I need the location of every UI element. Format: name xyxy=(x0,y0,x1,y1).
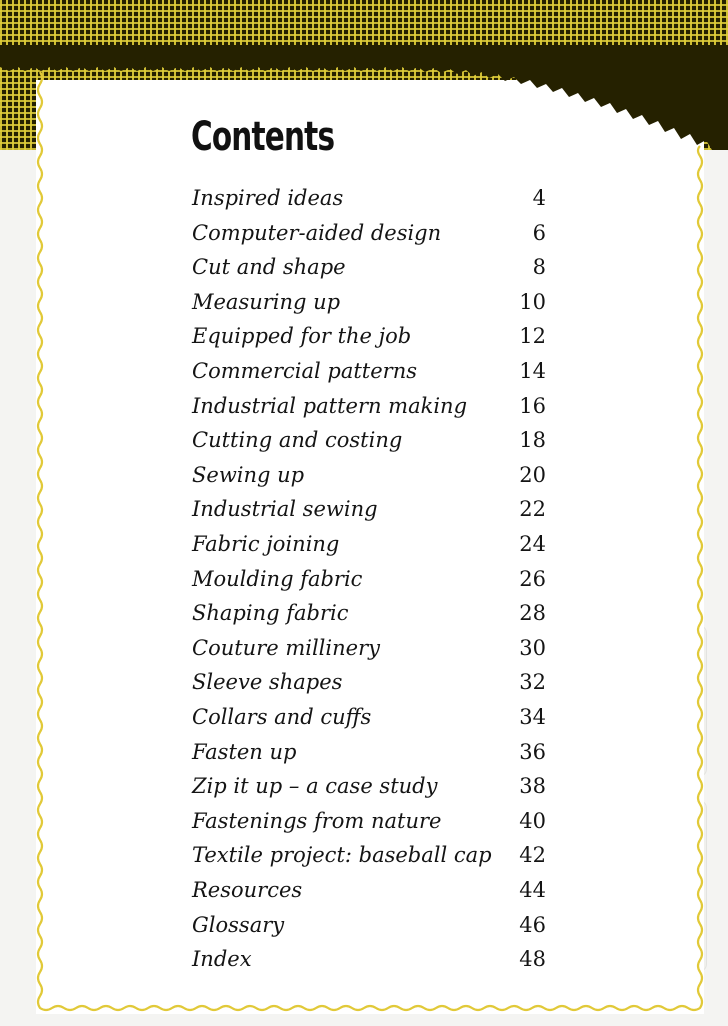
toc-entry-page-number: 38 xyxy=(519,774,546,799)
toc-entry-page-number: 12 xyxy=(519,324,546,349)
toc-entry xyxy=(0,636,728,670)
toc-entry xyxy=(0,601,728,635)
toc-entry xyxy=(0,324,728,358)
toc-entry-title: Glossary xyxy=(192,912,285,937)
toc-entry-title: Fastenings from nature xyxy=(192,808,442,833)
toc-entry-page-number: 16 xyxy=(519,393,546,418)
toc-entry-title: Commercial patterns xyxy=(192,359,418,383)
toc-entry-page-number: 22 xyxy=(519,497,546,522)
toc-entry xyxy=(0,497,728,531)
toc-entry-title: Cut and shape xyxy=(192,255,346,280)
toc-entry-page-number: 44 xyxy=(519,878,546,902)
toc-entry-page-number: 32 xyxy=(519,670,546,695)
toc-entry xyxy=(0,913,728,947)
toc-entry-title: Industrial sewing xyxy=(192,497,378,522)
toc-entry-title: Computer-aided design xyxy=(192,220,442,245)
toc-entry xyxy=(0,705,728,739)
toc-entry-title: Index xyxy=(192,947,252,972)
toc-entry xyxy=(0,428,728,462)
mesh-jagged-edge xyxy=(0,45,728,150)
toc-entry xyxy=(0,290,728,324)
toc-entry-page-number: 24 xyxy=(519,532,546,556)
toc-entry-page-number: 46 xyxy=(519,912,546,937)
toc-entry xyxy=(0,359,728,393)
toc-entry-page-number: 34 xyxy=(519,705,546,729)
toc-entry-title: Industrial pattern making xyxy=(192,393,468,418)
toc-entry-page-number: 10 xyxy=(519,289,546,314)
toc-entry-page-number: 36 xyxy=(519,739,546,764)
toc-entry-title: Fabric joining xyxy=(192,532,340,556)
toc-entry-title: Shaping fabric xyxy=(192,601,349,626)
toc-entry-title: Resources xyxy=(192,878,303,902)
toc-entry xyxy=(0,878,728,912)
toc-entry-title: Fasten up xyxy=(192,739,297,764)
toc-entry-page-number: 42 xyxy=(519,843,546,868)
toc-entry-title: Cutting and costing xyxy=(192,428,403,453)
toc-entry xyxy=(0,843,728,877)
toc-entry-title: Sewing up xyxy=(192,462,305,487)
toc-entry xyxy=(0,186,728,220)
toc-entry-page-number: 28 xyxy=(519,601,546,626)
toc-entry-title: Measuring up xyxy=(192,289,341,314)
toc-entry-title: Textile project: baseball cap xyxy=(192,843,492,868)
toc-entry-title: Couture millinery xyxy=(192,635,380,660)
toc-entry-title: Inspired ideas xyxy=(192,186,344,210)
toc-entry-title: Zip it up – a case study xyxy=(192,774,438,799)
toc-entry-page-number: 8 xyxy=(532,255,546,280)
toc-entry-title: Equipped for the job xyxy=(192,324,412,349)
toc-entry-page-number: 6 xyxy=(532,220,546,245)
toc-entry xyxy=(0,567,728,601)
toc-entry-title: Collars and cuffs xyxy=(192,705,372,729)
toc-entry xyxy=(0,774,728,808)
toc-entry xyxy=(0,221,728,255)
toc-entry-title: Moulding fabric xyxy=(192,566,363,591)
toc-entry xyxy=(0,809,728,843)
toc-entry-page-number: 40 xyxy=(519,808,546,833)
toc-entry xyxy=(0,532,728,566)
toc-entry xyxy=(0,740,728,774)
toc-entry xyxy=(0,947,728,981)
toc-entry xyxy=(0,394,728,428)
toc-entry-page-number: 48 xyxy=(519,947,546,972)
page-title: Contents xyxy=(191,114,335,160)
toc-entry-page-number: 14 xyxy=(519,359,546,383)
toc-entry xyxy=(0,255,728,289)
toc-entry xyxy=(0,670,728,704)
toc-entry-page-number: 26 xyxy=(519,566,546,591)
toc-entry-page-number: 30 xyxy=(519,635,546,660)
toc-entry xyxy=(0,463,728,497)
toc-entry-title: Sleeve shapes xyxy=(192,670,343,695)
toc-entry-page-number: 18 xyxy=(519,428,546,453)
toc-entry-page-number: 4 xyxy=(532,186,546,210)
toc-entry-page-number: 20 xyxy=(519,462,546,487)
